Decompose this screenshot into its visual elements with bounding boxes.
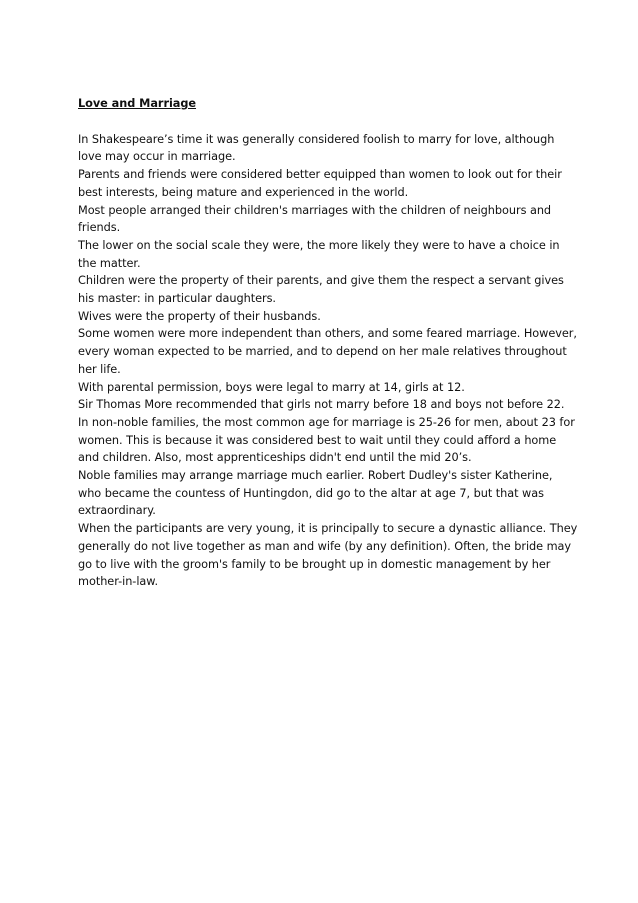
paragraph-4: The lower on the social scale they were, the more likely they were to have a choice in the matter.	[78, 238, 560, 270]
paragraph-10: In non-noble families, the most common age for marriage is 25-26 for men, about 23 for women. This is because it was considered best to wait until they could afford a home and children. Also, most apprenticeships didn't end until the mid 20’s.	[78, 415, 575, 465]
paragraph-1: In Shakespeare’s time it was generally considered foolish to marry for love, although love may occur in marriage.	[78, 132, 555, 164]
document-title: Love and Marriage	[78, 97, 197, 110]
paragraph-9: Sir Thomas More recommended that girls not marry before 18 and boys not before 22.	[78, 398, 565, 412]
paragraph-2: Parents and friends were considered better equipped than women to look out for their best interests, being mature and experienced in the world.	[78, 168, 562, 199]
paragraph-12: When the participants are very young, it is principally to secure a dynastic alliance. They generally do not live together as man and wife (by any definition). Often, the bride may go to live with the groom's family to be brought up in domestic management by her mother-in-law.	[78, 522, 578, 589]
paragraph-7: Some women were more independent than others, and some feared marriage. However, every woman expected to be married, and to depend on her male relatives throughout her life.	[78, 327, 577, 376]
paragraph-5: Children were the property of their parents, and give them the respect a servant gives his master: in particular daughters.	[78, 274, 564, 306]
paragraph-11: Noble families may arrange marriage much earlier. Robert Dudley's sister Katherine, who became the countess of Huntingdon, did go to the altar at age 7, but that was extraordinary.	[78, 469, 553, 518]
paragraph-3: Most people arranged their children's marriages with the children of neighbours and friends.	[78, 203, 552, 235]
document-body	[78, 95, 578, 591]
paragraph-8: With parental permission, boys were legal to marry at 14, girls at 12.	[78, 380, 465, 394]
paragraph-6: Wives were the property of their husbands.	[78, 309, 321, 323]
